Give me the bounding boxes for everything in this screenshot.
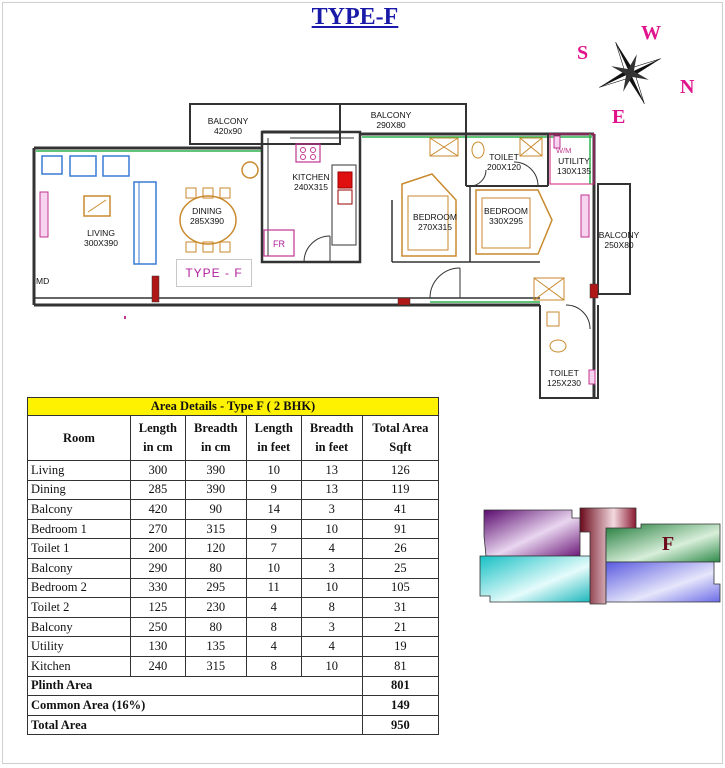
header-text: in cm — [143, 440, 173, 454]
table-row — [28, 558, 439, 578]
header-text: in feet — [315, 440, 349, 454]
value-cell: 41 — [362, 500, 438, 520]
table-row — [28, 656, 439, 676]
value-cell: 330 — [131, 578, 186, 598]
type-f-label: TYPE - F — [176, 259, 252, 287]
summary-row — [28, 676, 439, 696]
value-cell: 130 — [131, 637, 186, 657]
header-total-area — [362, 416, 438, 461]
table-body — [28, 461, 439, 735]
table-row — [28, 578, 439, 598]
compass-east: E — [612, 106, 626, 128]
header-text: in feet — [257, 440, 291, 454]
keyplan-unit-blue — [606, 562, 720, 602]
balcony-right-name: BALCONY — [598, 230, 640, 240]
room-name-cell: Toilet 2 — [28, 598, 131, 618]
md-label: MD — [36, 276, 50, 286]
value-cell: 126 — [362, 461, 438, 481]
toilet1-dims: 200X120 — [486, 162, 522, 172]
summary-label: Plinth Area — [28, 676, 363, 696]
room-name-cell: Kitchen — [28, 656, 131, 676]
value-cell: 3 — [301, 617, 362, 637]
dining-name: DINING — [192, 206, 222, 216]
value-cell: 285 — [131, 480, 186, 500]
dining-label — [182, 206, 232, 226]
value-cell: 4 — [246, 637, 301, 657]
header-text: Total Area — [372, 421, 429, 435]
value-cell: 9 — [246, 519, 301, 539]
value-cell: 119 — [362, 480, 438, 500]
compass-south: S — [577, 42, 589, 64]
key-plan — [476, 506, 721, 606]
summary-value: 149 — [362, 696, 438, 716]
value-cell: 81 — [362, 656, 438, 676]
bedroom1-dims: 270X315 — [417, 222, 453, 232]
utility-wm: W/M — [556, 146, 572, 155]
header-length-ft — [246, 416, 301, 461]
header-text: Sqft — [389, 440, 412, 454]
value-cell: 295 — [185, 578, 246, 598]
compass-west: W — [641, 22, 661, 44]
value-cell: 290 — [131, 558, 186, 578]
value-cell: 90 — [185, 500, 246, 520]
balcony-top-right-label — [364, 110, 418, 130]
table-row — [28, 598, 439, 618]
value-cell: 10 — [246, 558, 301, 578]
value-cell: 120 — [185, 539, 246, 559]
value-cell: 4 — [301, 637, 362, 657]
value-cell: 300 — [131, 461, 186, 481]
header-room — [28, 416, 131, 461]
value-cell: 3 — [301, 558, 362, 578]
toilet2-name: TOILET — [549, 368, 579, 378]
value-cell: 8 — [301, 598, 362, 618]
value-cell: 26 — [362, 539, 438, 559]
value-cell: 8 — [246, 656, 301, 676]
value-cell: 8 — [246, 617, 301, 637]
toilet2-label — [542, 368, 586, 388]
value-cell: 19 — [362, 637, 438, 657]
header-text: Length — [254, 421, 293, 435]
value-cell: 7 — [246, 539, 301, 559]
value-cell: 31 — [362, 598, 438, 618]
table-row — [28, 637, 439, 657]
balcony-top-left-label — [200, 116, 256, 136]
summary-value: 801 — [362, 676, 438, 696]
value-cell: 91 — [362, 519, 438, 539]
value-cell: 14 — [246, 500, 301, 520]
table-row — [28, 480, 439, 500]
table-row — [28, 617, 439, 637]
room-name-cell: Toilet 1 — [28, 539, 131, 559]
header-breadth-cm — [185, 416, 246, 461]
header-text: Breadth — [194, 421, 238, 435]
utility-name: UTILITY — [558, 156, 590, 166]
value-cell: 80 — [185, 617, 246, 637]
value-cell: 11 — [246, 578, 301, 598]
balcony-top-left-name: BALCONY — [207, 116, 249, 126]
utility-dims: 130X135 — [556, 166, 592, 176]
header-text: Breadth — [309, 421, 354, 435]
keyplan-f-label: F — [662, 533, 675, 555]
value-cell: 125 — [131, 598, 186, 618]
page-title: TYPE-F — [311, 4, 399, 30]
room-name-cell: Utility — [28, 637, 131, 657]
bedroom1-label — [410, 212, 460, 232]
summary-row — [28, 715, 439, 735]
header-text: in cm — [201, 440, 231, 454]
header-text: Length — [138, 421, 177, 435]
header-breadth-ft — [301, 416, 362, 461]
balcony-right-dims: 250X80 — [604, 240, 634, 250]
keyplan-unit-cyan — [480, 556, 590, 602]
table-caption: Area Details - Type F ( 2 BHK) — [28, 398, 439, 416]
keyplan-unit-purple — [484, 510, 580, 556]
utility-label — [552, 146, 596, 176]
value-cell: 390 — [185, 461, 246, 481]
room-name-cell: Balcony — [28, 617, 131, 637]
value-cell: 13 — [301, 461, 362, 481]
balcony-top-right-dims: 290X80 — [376, 120, 406, 130]
bedroom1-name: BEDROOM — [413, 212, 457, 222]
toilet1-label — [482, 152, 526, 172]
value-cell: 105 — [362, 578, 438, 598]
bedroom2-dims: 330X295 — [488, 216, 524, 226]
table-row — [28, 539, 439, 559]
value-cell: 80 — [185, 558, 246, 578]
bedroom2-name: BEDROOM — [484, 206, 528, 216]
value-cell: 240 — [131, 656, 186, 676]
value-cell: 420 — [131, 500, 186, 520]
room-name-cell: Balcony — [28, 558, 131, 578]
room-name-cell: Dining — [28, 480, 131, 500]
balcony-top-left-dims: 420x90 — [214, 126, 242, 136]
value-cell: 135 — [185, 637, 246, 657]
table-row — [28, 519, 439, 539]
value-cell: 10 — [301, 519, 362, 539]
value-cell: 250 — [131, 617, 186, 637]
living-dims: 300X390 — [83, 238, 119, 248]
summary-label: Common Area (16%) — [28, 696, 363, 716]
value-cell: 10 — [301, 656, 362, 676]
value-cell: 10 — [246, 461, 301, 481]
fr-label: FR — [273, 239, 285, 249]
living-name: LIVING — [87, 228, 115, 238]
value-cell: 21 — [362, 617, 438, 637]
table-header-row — [28, 416, 439, 461]
value-cell: 3 — [301, 500, 362, 520]
room-name-cell: Balcony — [28, 500, 131, 520]
area-details-table — [27, 397, 439, 735]
value-cell: 315 — [185, 656, 246, 676]
balcony-right-label — [596, 230, 642, 250]
header-room-text: Room — [63, 430, 95, 445]
value-cell: 270 — [131, 519, 186, 539]
bedroom2-label — [480, 206, 532, 226]
kitchen-name: KITCHEN — [292, 172, 330, 182]
value-cell: 4 — [246, 598, 301, 618]
summary-value: 950 — [362, 715, 438, 735]
table-row — [28, 461, 439, 481]
table-row — [28, 500, 439, 520]
value-cell: 200 — [131, 539, 186, 559]
balcony-top-right-name: BALCONY — [370, 110, 412, 120]
toilet2-dims: 125X230 — [546, 378, 582, 388]
value-cell: 9 — [246, 480, 301, 500]
toilet1-name: TOILET — [489, 152, 519, 162]
room-name-cell: Bedroom 2 — [28, 578, 131, 598]
kitchen-dims: 240X315 — [293, 182, 329, 192]
summary-label: Total Area — [28, 715, 363, 735]
header-length-cm — [131, 416, 186, 461]
value-cell: 4 — [301, 539, 362, 559]
compass-north: N — [680, 76, 695, 98]
living-label — [76, 228, 126, 248]
value-cell: 230 — [185, 598, 246, 618]
value-cell: 25 — [362, 558, 438, 578]
value-cell: 10 — [301, 578, 362, 598]
room-name-cell: Bedroom 1 — [28, 519, 131, 539]
value-cell: 13 — [301, 480, 362, 500]
dining-dims: 285X390 — [189, 216, 225, 226]
room-name-cell: Living — [28, 461, 131, 481]
summary-row — [28, 696, 439, 716]
value-cell: 315 — [185, 519, 246, 539]
kitchen-label — [286, 172, 336, 192]
value-cell: 390 — [185, 480, 246, 500]
